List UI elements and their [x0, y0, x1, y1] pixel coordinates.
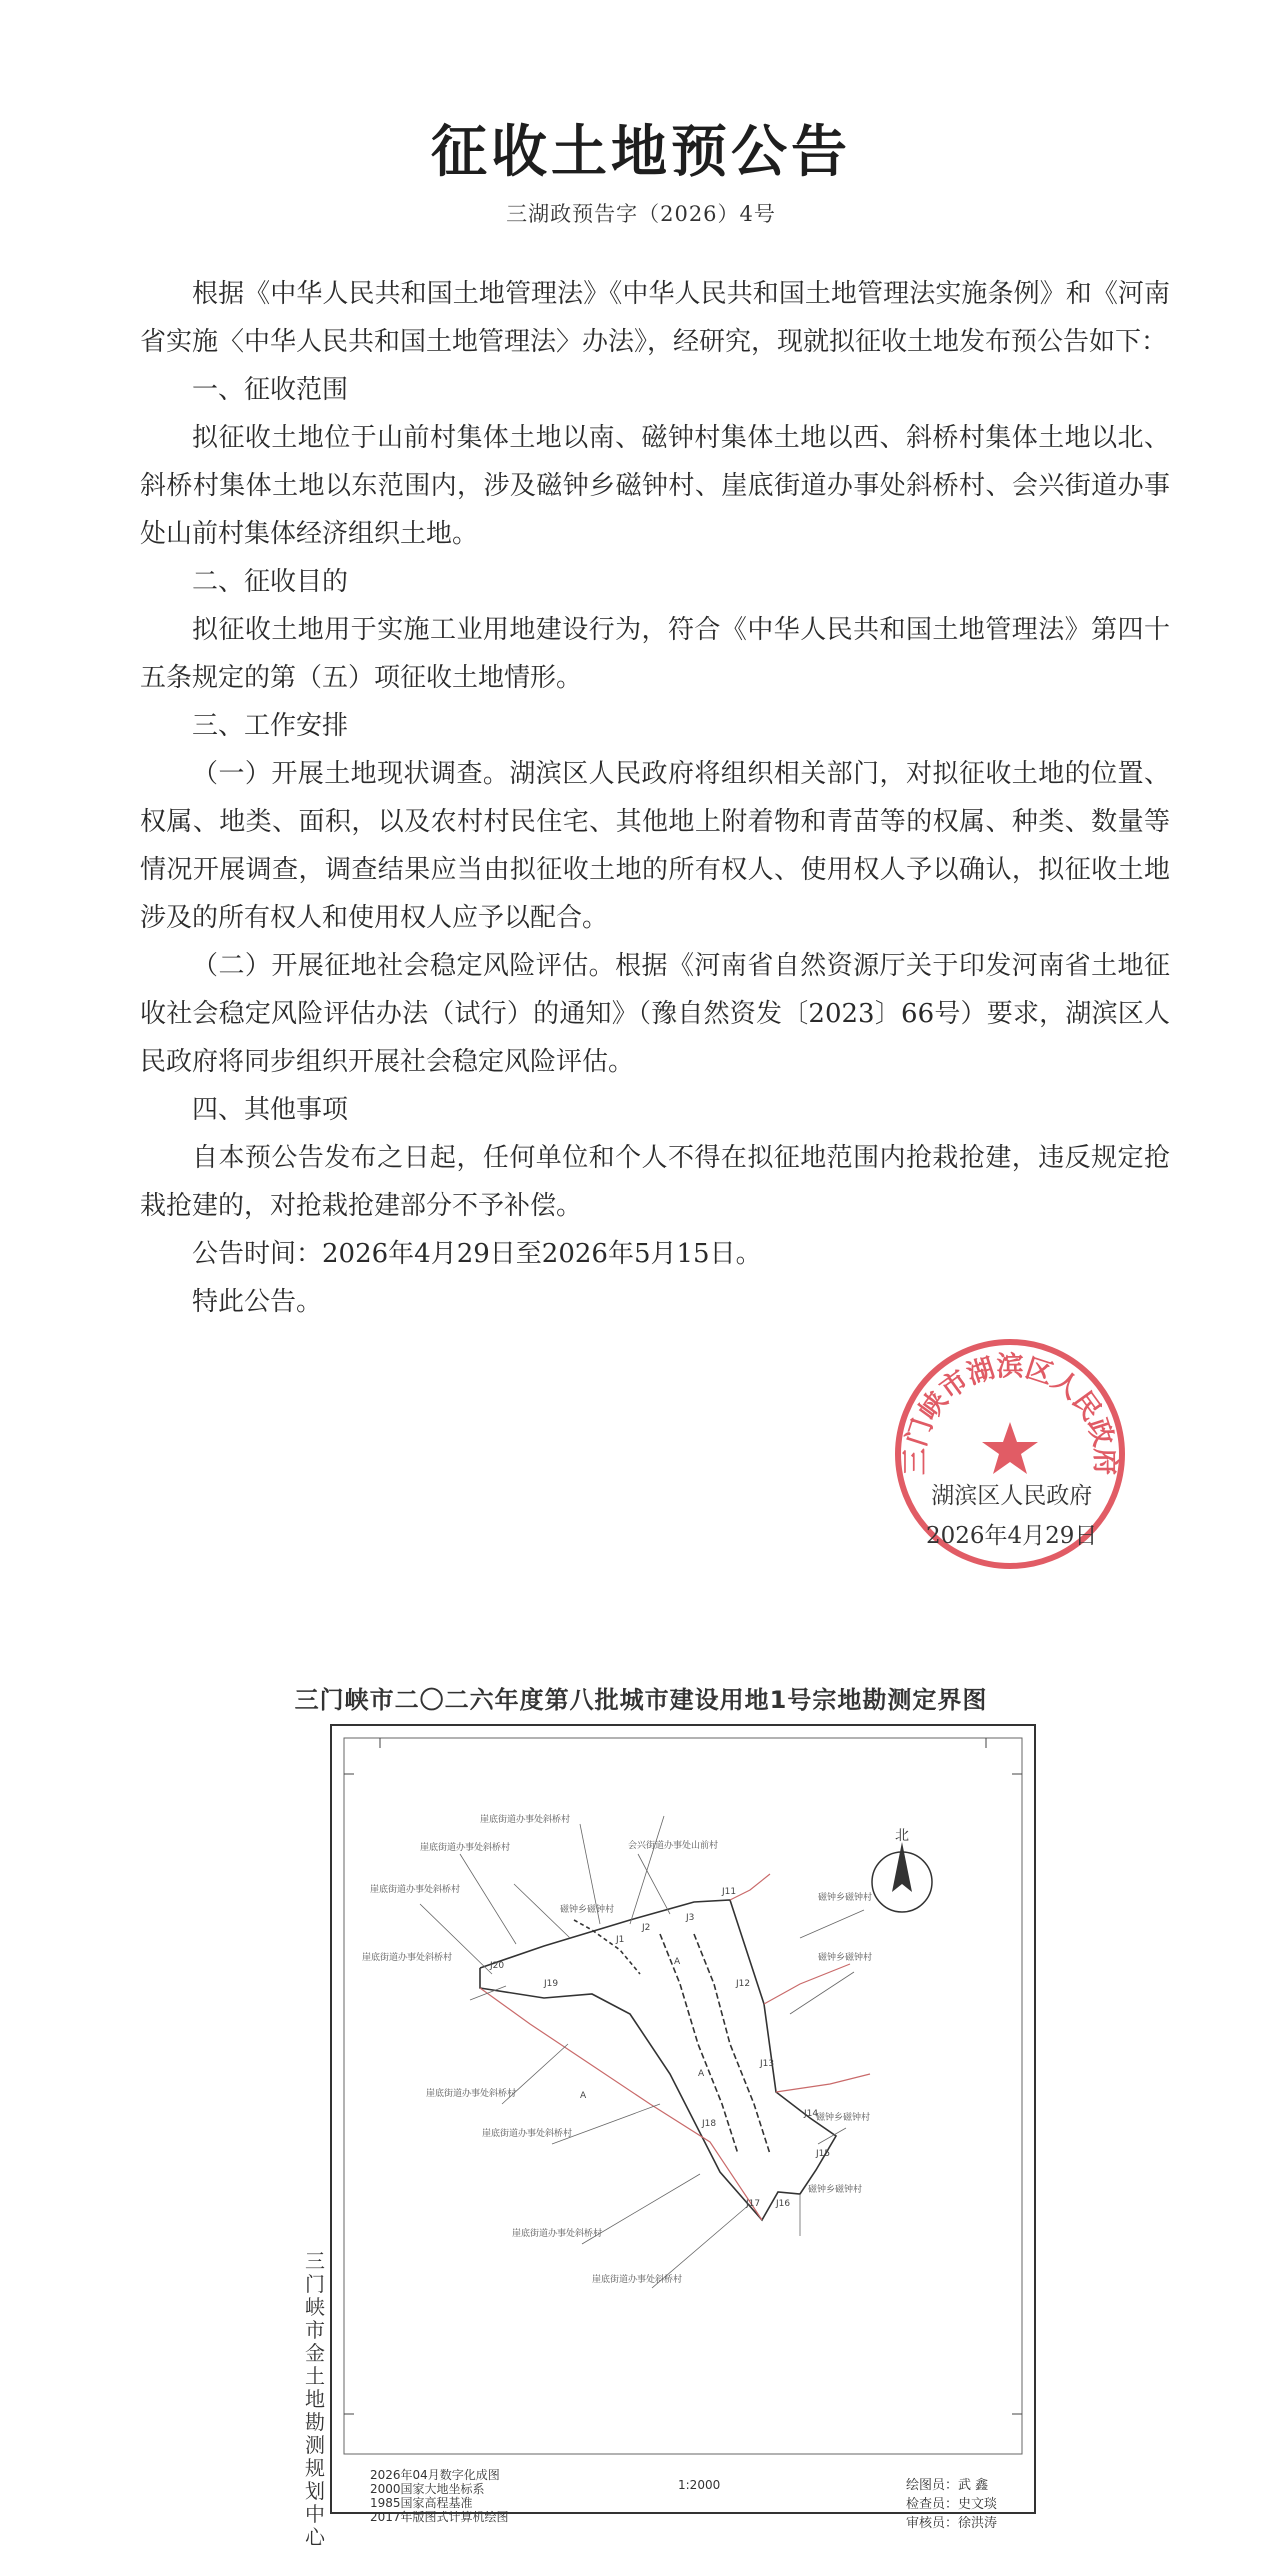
svg-text:J2: J2 [642, 1923, 651, 1933]
svg-text:J11: J11 [722, 1887, 737, 1897]
paragraph-purpose: 拟征收土地用于实施工业用地建设行为，符合《中华人民共和国土地管理法》第四十五条规定的第（五）项征收土地情形。 [140, 615, 1170, 693]
legend-line: 2026年04月数字化成图 [370, 2468, 500, 2482]
map-scale: 1:2000 [678, 2478, 721, 2492]
legend-line: 审核员：徐洪涛 [906, 2516, 998, 2531]
page-title: 征收土地预公告 [431, 119, 851, 185]
signature-org: 湖滨区人民政府 [931, 1483, 1093, 1509]
north-arrow-icon [872, 1828, 932, 1912]
parcel-label: 磁钟乡磁钟村 [816, 2113, 871, 2123]
paragraph-risk: （二）开展征地社会稳定风险评估。根据《河南省自然资源厅关于印发河南省土地征收社会稳定风险评估办法（试行）的通知》（豫自然资发〔2023〕66号）要求，湖滨区人民政府将同步组织开展社会稳定风险评估。 [140, 951, 1170, 1077]
legend-line: 绘图员：武 鑫 [906, 2478, 989, 2493]
parcel-label: 崖底街道办事处斜桥村 [426, 2089, 517, 2099]
svg-text:三门峡市湖滨区人民政府: 三门峡市湖滨区人民政府 [899, 1351, 1121, 1476]
svg-text:J17: J17 [746, 2199, 761, 2209]
paragraph-period: 公告时间：2026年4月29日至2026年5月15日。 [192, 1239, 762, 1269]
parcel-label: 磁钟乡磁钟村 [808, 2185, 863, 2195]
svg-text:J20: J20 [490, 1961, 505, 1971]
signature-date: 2026年4月29日 [926, 1523, 1098, 1549]
svg-text:J15: J15 [816, 2149, 831, 2159]
svg-text:A: A [580, 2091, 587, 2101]
svg-text:J19: J19 [544, 1979, 559, 1989]
parcel-label: 崖底街道办事处斜桥村 [420, 1843, 511, 1853]
north-label: 北 [895, 1828, 909, 1844]
svg-text:J3: J3 [686, 1913, 695, 1923]
paragraph-intro: 根据《中华人民共和国土地管理法》《中华人民共和国土地管理法实施条例》和《河南省实施〈中华人民共和国土地管理法〉办法》，经研究，现就拟征收土地发布预公告如下： [140, 279, 1170, 357]
survey-map [330, 1724, 1036, 2514]
legend-line: 2000国家大地坐标系 [370, 2482, 485, 2496]
svg-text:J13: J13 [760, 2059, 775, 2069]
svg-text:J1: J1 [616, 1935, 625, 1945]
heading-other: 四、其他事项 [192, 1095, 349, 1125]
paragraph-survey: （一）开展土地现状调查。湖滨区人民政府将组织相关部门，对拟征收土地的位置、权属、地类、面积，以及农村村民住宅、其他地上附着物和青苗等的权属、种类、数量等情况开展调查，调查结果应当由拟征收土地的所有权人、使用权人予以确认，拟征收土地涉及的所有权人和使用权人应予以配合。 [140, 759, 1170, 933]
paragraph-other: 自本预公告发布之日起，任何单位和个人不得在拟征地范围内抢栽抢建，违反规定抢栽抢建的，对抢栽抢建部分不予补偿。 [140, 1143, 1170, 1221]
parcel-label: 会兴街道办事处山前村 [628, 1841, 719, 1851]
svg-text:J12: J12 [736, 1979, 751, 1989]
paragraph-closing: 特此公告。 [192, 1287, 323, 1317]
parcel-label: 崖底街道办事处斜桥村 [362, 1953, 453, 1963]
signature-block [926, 1476, 1097, 1556]
svg-text:J18: J18 [702, 2119, 717, 2129]
parcel-boundary [480, 1900, 836, 2220]
map-legend-left [370, 2468, 509, 2524]
parcel-label: 崖底街道办事处斜桥村 [480, 1815, 571, 1825]
heading-scope: 一、征收范围 [192, 375, 349, 405]
legend-line: 1985国家高程基准 [370, 2496, 473, 2510]
parcel-label: 崖底街道办事处斜桥村 [482, 2129, 573, 2139]
survey-center-label: 三门峡市金土地勘测规划中心 [305, 2249, 325, 2549]
document-number: 三湖政预告字（2026）4号 [506, 202, 776, 226]
map-legend-right [906, 2476, 997, 2533]
parcel-label: 磁钟乡磁钟村 [818, 1893, 873, 1903]
parcel-label: 崖底街道办事处斜桥村 [370, 1885, 461, 1895]
parcel-label: 崖底街道办事处斜桥村 [512, 2229, 603, 2239]
svg-text:A: A [698, 2069, 705, 2079]
parcel-label: 磁钟乡磁钟村 [818, 1953, 873, 1963]
parcel-label: 崖底街道办事处斜桥村 [592, 2275, 683, 2285]
map-title: 三门峡市二〇二六年度第八批城市建设用地1号宗地勘测定界图 [294, 1686, 988, 1714]
paragraph-scope: 拟征收土地位于山前村集体土地以南、磁钟村集体土地以西、斜桥村集体土地以北、斜桥村集体土地以东范围内，涉及磁钟乡磁钟村、崖底街道办事处斜桥村、会兴街道办事处山前村集体经济组织土地。 [140, 423, 1170, 549]
heading-purpose: 二、征收目的 [192, 567, 349, 597]
svg-text:A: A [674, 1957, 681, 1967]
legend-line: 检查员：史文琰 [906, 2497, 998, 2512]
heading-arrangements: 三、工作安排 [192, 711, 349, 741]
svg-text:J16: J16 [776, 2199, 791, 2209]
announcement-body [140, 270, 1170, 1326]
legend-line: 2017年版图式计算机绘图 [370, 2510, 509, 2524]
svg-text:J14: J14 [804, 2109, 819, 2119]
parcel-label: 磁钟乡磁钟村 [560, 1905, 615, 1915]
